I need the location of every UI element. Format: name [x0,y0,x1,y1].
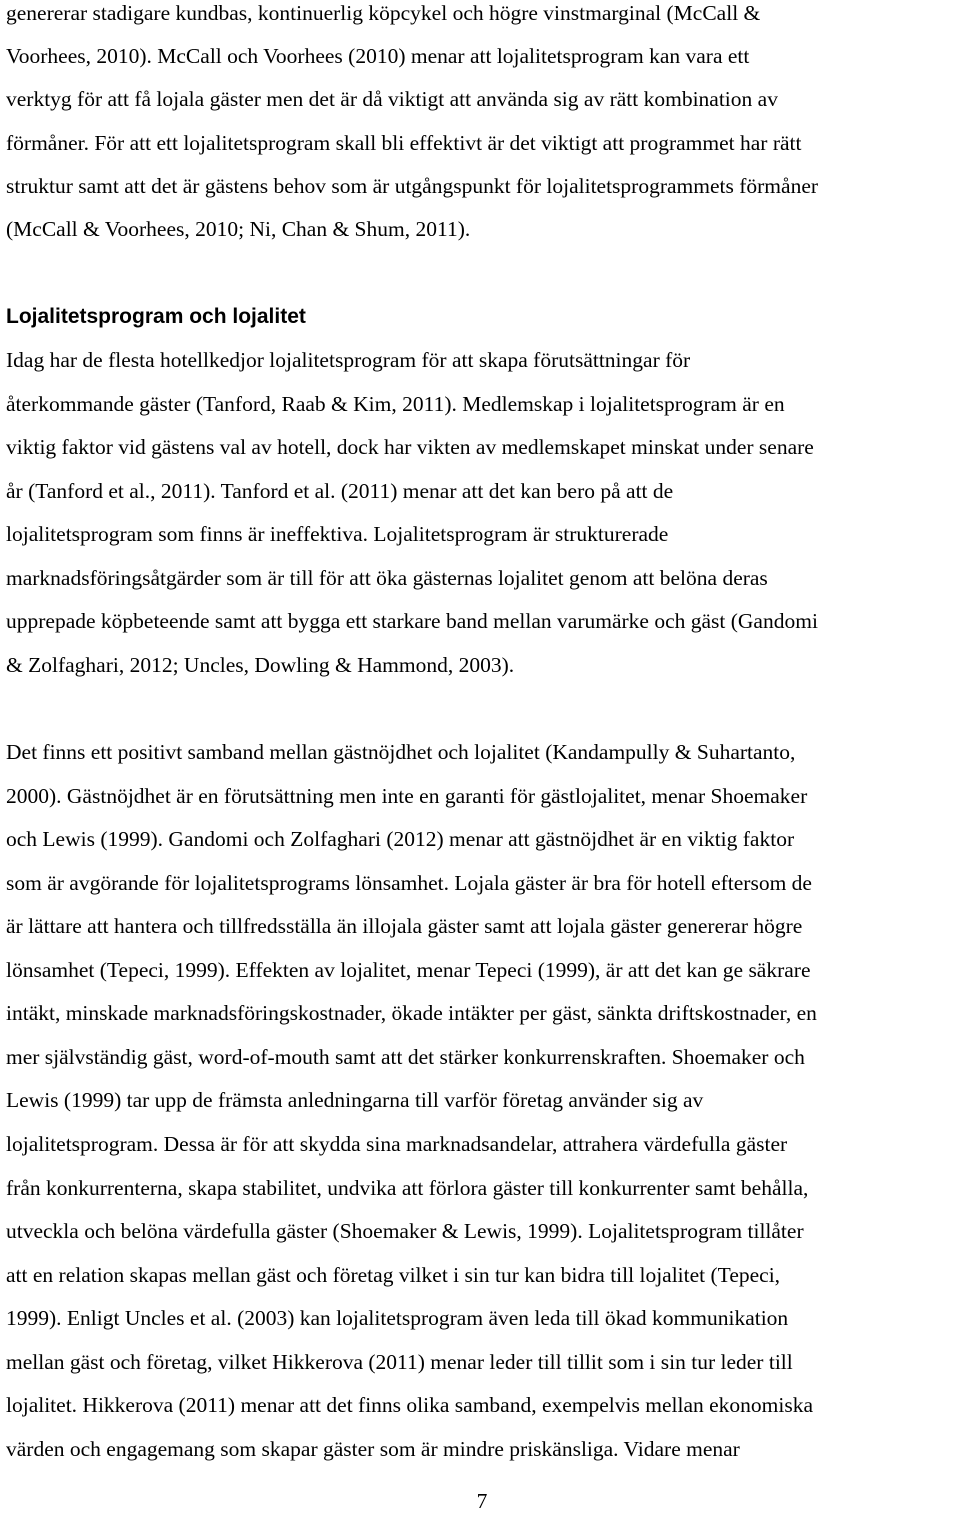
paragraph-2-line: marknadsföringsåtgärder som är till för att öka gästernas lojalitet genom att belöna deras [6,566,768,590]
paragraph-3-line: att en relation skapas mellan gäst och företag vilket i sin tur kan bidra till lojalitet (Tepeci, [6,1263,781,1287]
paragraph-3-line: Lewis (1999) tar upp de främsta anledningarna till varför företag använder sig av [6,1088,704,1112]
paragraph-1-line: verktyg för att få lojala gäster men det är då viktigt att använda sig av rätt kombination av [6,87,778,111]
paragraph-3-line: värden och engagemang som skapar gäster som är mindre priskänsliga. Vidare menar [6,1437,740,1461]
paragraph-2-line: & Zolfaghari, 2012; Uncles, Dowling & Hammond, 2003). [6,653,515,677]
paragraph-3-line: som är avgörande för lojalitetsprograms lönsamhet. Lojala gäster är bra för hotell eftersom de [6,871,812,895]
paragraph-3-line: är lättare att hantera och tillfredsställa än illojala gäster samt att lojala gäster genererar högre [6,914,803,938]
paragraph-1-line: (McCall & Voorhees, 2010; Ni, Chan & Shum, 2011). [6,217,471,241]
paragraph-2-line: Idag har de flesta hotellkedjor lojalitetsprogram för att skapa förutsättningar för [6,348,691,372]
paragraph-3-line: lojalitet. Hikkerova (2011) menar att det finns olika samband, exempelvis mellan ekonomiska [6,1393,814,1417]
paragraph-3-line: lojalitetsprogram. Dessa är för att skydda sina marknadsandelar, attrahera värdefulla gäster [6,1132,788,1156]
paragraph-3-line: 1999). Enligt Uncles et al. (2003) kan lojalitetsprogram även leda till ökad kommunikation [6,1306,789,1330]
paragraph-3-line: mellan gäst och företag, vilket Hikkerova (2011) menar leder till tillit som i sin tur leder till [6,1350,793,1374]
paragraph-3-line: lönsamhet (Tepeci, 1999). Effekten av lojalitet, menar Tepeci (1999), är att det kan ge säkrare [6,958,811,982]
paragraph-1-line: struktur samt att det är gästens behov som är utgångspunkt för lojalitetsprogrammets förmåner [6,174,819,198]
paragraph-3-line: 2000). Gästnöjdhet är en förutsättning men inte en garanti för gästlojalitet, menar Shoemaker [6,784,808,808]
page-number: 7 [476,1489,488,1513]
paragraph-2-line: viktig faktor vid gästens val av hotell, dock har vikten av medlemskapet minskat under senare [6,435,814,459]
paragraph-3-line: Det finns ett positivt samband mellan gästnöjdhet och lojalitet (Kandampully & Suhartanto, [6,740,796,764]
paragraph-3-line: intäkt, minskade marknadsföringskostnader, ökade intäkter per gäst, sänkta driftskostnader, en [6,1001,817,1025]
paragraph-2-line: upprepade köpbeteende samt att bygga ett starkare band mellan varumärke och gäst (Gandomi [6,609,818,633]
document-page [6,0,958,1515]
paragraph-3-line: och Lewis (1999). Gandomi och Zolfaghari (2012) menar att gästnöjdhet är en viktig faktor [6,827,795,851]
paragraph-2-line: återkommande gäster (Tanford, Raab & Kim, 2011). Medlemskap i lojalitetsprogram är en [6,392,785,416]
paragraph-1-line: genererar stadigare kundbas, kontinuerlig köpcykel och högre vinstmarginal (McCall & [6,1,761,25]
paragraph-3-line: från konkurrenterna, skapa stabilitet, undvika att förlora gäster till konkurrenter samt behålla, [6,1176,809,1200]
paragraph-2-line: år (Tanford et al., 2011). Tanford et al. (2011) menar att det kan bero på att de [6,479,674,503]
section-heading: Lojalitetsprogram och lojalitet [6,305,306,328]
paragraph-2-line: lojalitetsprogram som finns är ineffektiva. Lojalitetsprogram är strukturerade [6,522,669,546]
paragraph-1-line: Voorhees, 2010). McCall och Voorhees (2010) menar att lojalitetsprogram kan vara ett [6,44,750,68]
paragraph-3-line: mer självständig gäst, word-of-mouth samt att det stärker konkurrenskraften. Shoemaker och [6,1045,805,1069]
paragraph-1-line: förmåner. För att ett lojalitetsprogram skall bli effektivt är det viktigt att programmet har rätt [6,131,802,155]
paragraph-3-line: utveckla och belöna värdefulla gäster (Shoemaker & Lewis, 1999). Lojalitetsprogram tillåter [6,1219,804,1243]
